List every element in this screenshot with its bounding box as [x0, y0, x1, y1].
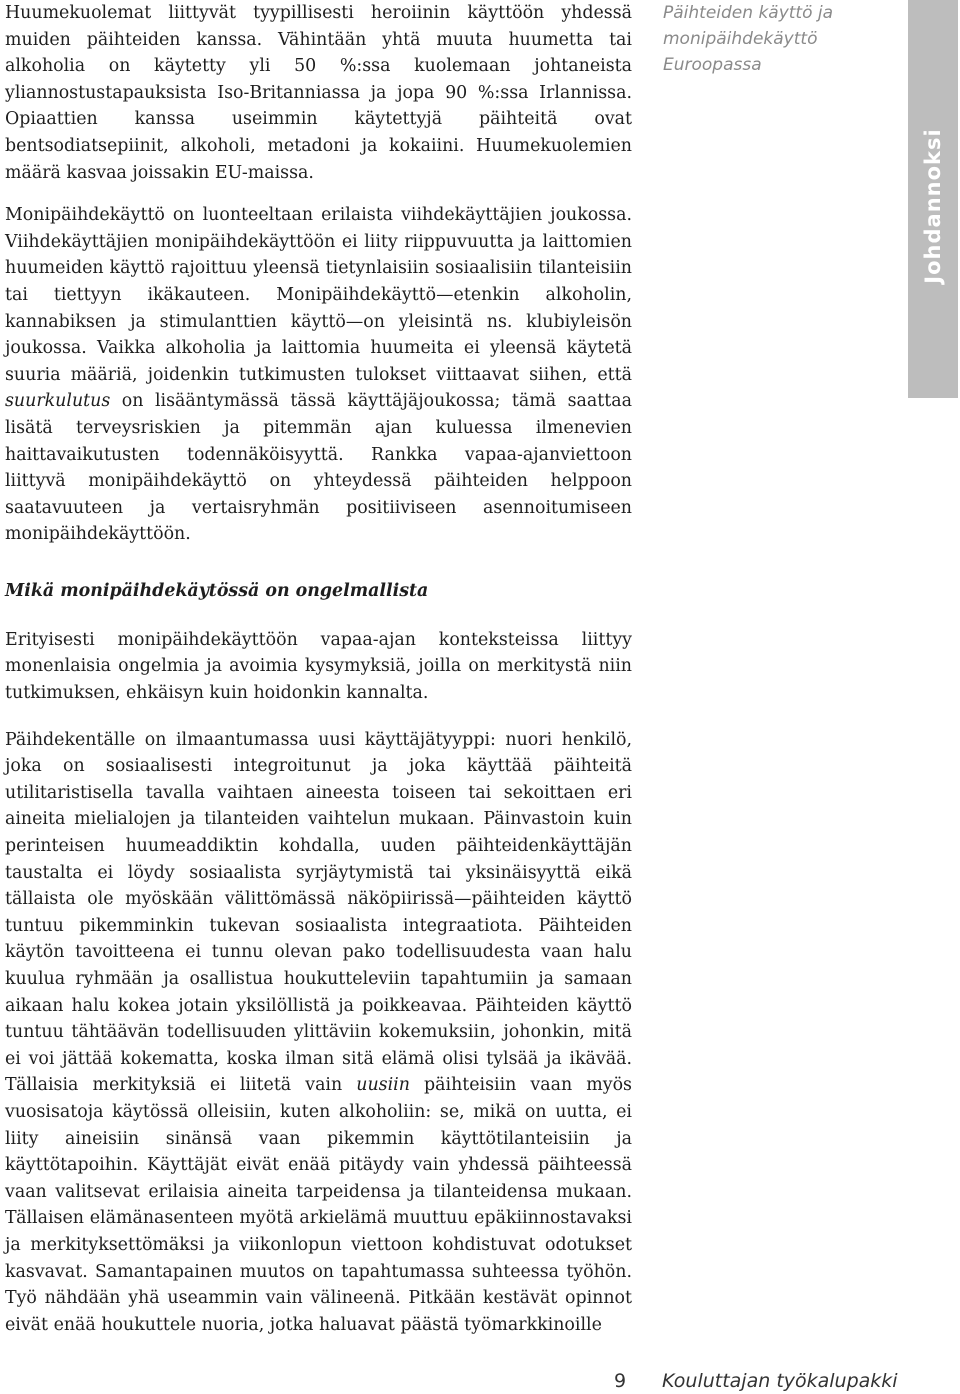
emphasis-text: suurkulutus — [5, 391, 111, 412]
section-running-title — [663, 0, 863, 78]
running-title-line: Päihteiden käyttö ja — [663, 3, 834, 23]
paragraph-text: Monipäihdekäyttö on luonteeltaan erilaista viihdekäyttäjien joukossa. Viihdekäyttäjien monipäihdekäyttöön ei liity riippuvuutta ja laittomien huumeiden käyttö rajoittuu yleensä tietynlaisiin sosiaalisiin tilanteisiin tai tiettyyn ikäkauteen. Monipäihdekäyttö—etenkin alkoholin, kannabiksen ja stimulanttien käyttö—on yleisintä ns. klubiyleisön joukossa. Vaikka alkoholia ja laittomia huumeita ei yleensä käytetä suuria määriä, joidenkin tutkimusten tulokset viittaavat siihen, että — [5, 205, 632, 385]
chapter-tab-label: Johdannoksi — [921, 128, 945, 284]
paragraph-recreational-users — [5, 202, 632, 548]
publication-title: Kouluttajan työkalupakki — [662, 1370, 898, 1392]
main-text-column — [5, 0, 632, 1338]
paragraph-drug-deaths: Huumekuolemat liittyvät tyypillisesti heroiinin käyttöön yhdessä muiden päihteiden kanssa. Vähintään yhtä muuta huumetta tai alkoholia on käytetty yli 50 %:ssa kuolemaan johtaneista yliannostustapauksista Iso-Britanniassa ja jopa 90 %:ssa Irlannissa. Opiaattien kanssa useimmin käytettyjä päihteitä ovat bentsodiatsepiinit, alkoholi, metadoni ja kokaiini. Huumekuolemien määrä kasvaa joissakin EU-maissa. — [5, 3, 632, 183]
paragraph-text: Päihdekentälle on ilmaantumassa uusi käyttäjätyyppi: nuori henkilö, joka on sosiaalisesti integroitunut ja joka käyttää päihteitä utilitaristisella tavalla vaihtaen aineesta toiseen tai sekoittaen eri aineita mielialojen ja tilanteiden vaihtelun mukaan. Päinvastoin kuin perinteisen huumeaddiktin kohdalla, uuden päihteidenkäyttäjän taustalta ei löydy sosiaalista syrjäytymistä tai yksinäisyyttä eikä tällaista ole myöskään välittömässä näköpiirissä—päihteiden käyttö tuntuu pikemminkin tukevan sosiaalista integraatiota. Päihteiden käytön tavoitteena ei tunnu olevan pako todellisuudesta vaan halu kuulua ryhmään ja osallistua houkutteleviin tapahtumiin ja samaan aikaan halu kokea jotain yksilöllistä ja poikkeavaa. Päihteiden käyttö tuntuu tähtäävän todellisuuden ylittäviin kokemuksiin, johonkin, mitä ei voi jättää kokematta, koska ilman sitä elämä olisi tylsää ja ikävää. Tällaisia merkityksiä ei liitetä vain — [5, 729, 632, 1096]
paragraph-text: päihteisiin vaan myös vuosisatoja käytössä olleisiin, kuten alkoholiin: se, mikä on uutta, ei liity aineisiin sinänsä vaan pikemmin käyttötilanteisiin ja käyttötapoihin. Käyttäjät eivät enää pitäydy vain yhdessä päihteessä vaan valitsevat erilaisia aineita tarpeidensa ja tilanteidensa mukaan. Tällaisen elämänasenteen myötä arkielämä muuttuu epäkiinnostavaksi ja merkityksettömäksi ja viikonlopun viettoon kohdistuvat odotukset kasvavat. Samantapainen muutos on tapahtumassa suhteessa työhön. Työ nähdään yhä useammin vain välineenä. Pitkään kestävät opinnot eivät enää houkuttele nuoria, jotka haluavat päästä työmarkkinoille — [5, 1075, 632, 1335]
running-title-line: monipäihdekäyttö — [663, 29, 818, 49]
paragraph-text: on lisääntymässä tässä käyttäjäjoukossa; tämä saattaa lisätä terveysriskien ja pitemmän ajan kuluessa ilmenevien haittavaikutusten todennäköisyyttä. Rankka vapaa-ajanviettoon liittyvä monipäihdekäyttö on yhteydessä päihteiden helppoon saatavuuteen ja vertaisryhmän positiiviseen asennoitumiseen monipäihdekäyttöön. — [5, 391, 632, 545]
running-title-line: Euroopassa — [663, 55, 762, 75]
paragraph-problems-intro: Erityisesti monipäihdekäyttöön vapaa-ajan konteksteissa liittyy monenlaisia ongelmia ja avoimia kysymyksiä, joilla on merkitystä niin tutkimuksen, ehkäisyn kuin hoidonkin kannalta. — [5, 629, 632, 704]
section-heading: Mikä monipäihdekäytössä on ongelmallista — [5, 580, 429, 601]
chapter-tab — [908, 0, 958, 398]
paragraph-new-user-type — [5, 727, 632, 1339]
emphasis-text: uusiin — [356, 1075, 410, 1096]
page-number: 9 — [614, 1370, 627, 1392]
